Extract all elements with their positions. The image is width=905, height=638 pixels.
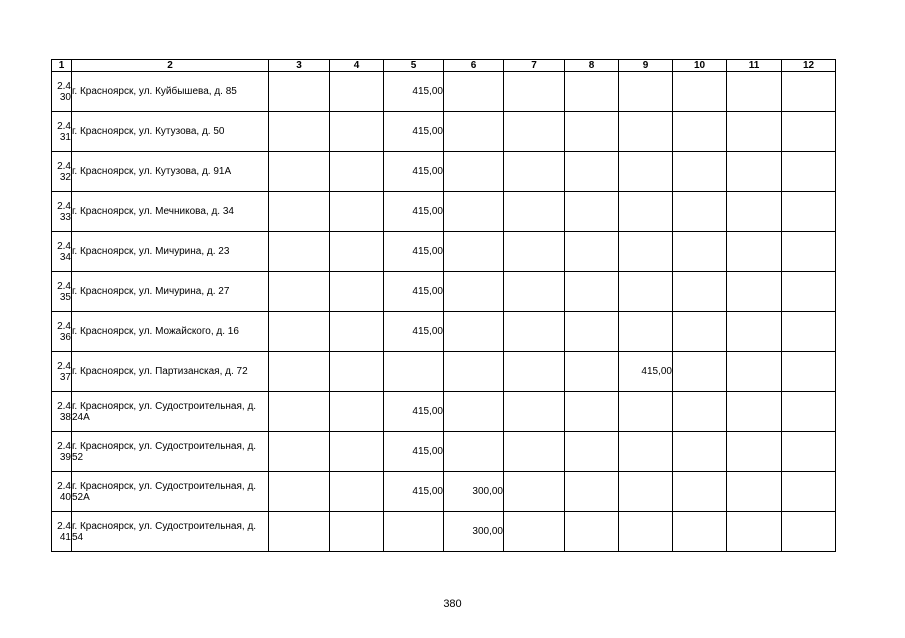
value-cell-col-5: 415,00 [384,192,444,232]
column-header: 9 [619,60,673,72]
value-cell-col-9 [619,392,673,432]
value-cell-col-9 [619,512,673,552]
value-cell-col-11 [727,472,782,512]
value-cell-col-3 [269,352,330,392]
row-number-section: 2.4 [57,240,71,252]
value-cell-col-5: 415,00 [384,72,444,112]
value-cell-col-8 [565,232,619,272]
value-cell-col-4 [330,272,384,312]
table-row [52,232,836,272]
table-row [52,352,836,392]
row-number-index: 32 [59,171,71,183]
row-number-cell [52,312,72,352]
value-cell-col-7 [504,232,565,272]
value-cell-col-9 [619,152,673,192]
row-number-section: 2.4 [57,400,71,412]
row-number-section: 2.4 [57,280,71,292]
value-cell-col-9 [619,112,673,152]
value-cell-col-6 [444,312,504,352]
column-header: 4 [330,60,384,72]
value-cell-col-11 [727,272,782,312]
value-cell-col-3 [269,432,330,472]
table-row [52,192,836,232]
value-cell-col-10 [673,352,727,392]
value-cell-col-12 [782,432,836,472]
row-number-cell [52,112,72,152]
value-cell-col-6 [444,152,504,192]
column-header: 7 [504,60,565,72]
value-cell-col-8 [565,432,619,472]
value-cell-col-5: 415,00 [384,432,444,472]
row-number-index: 38 [59,411,71,423]
value-cell-col-8 [565,192,619,232]
value-cell-col-4 [330,152,384,192]
row-number-cell [52,392,72,432]
value-cell-col-4 [330,192,384,232]
value-cell-col-3 [269,512,330,552]
value-cell-col-6: 300,00 [444,512,504,552]
row-number-cell [52,472,72,512]
table-row [52,472,836,512]
value-cell-col-11 [727,232,782,272]
value-cell-col-7 [504,192,565,232]
table-row [52,272,836,312]
value-cell-col-12 [782,192,836,232]
value-cell-col-10 [673,152,727,192]
column-header: 1 [52,60,72,72]
value-cell-col-7 [504,112,565,152]
row-number-index: 39 [59,451,71,463]
table-row [52,312,836,352]
address-cell: г. Красноярск, ул. Мечникова, д. 34 [72,192,269,232]
value-cell-col-10 [673,192,727,232]
value-cell-col-11 [727,72,782,112]
column-header: 11 [727,60,782,72]
value-cell-col-10 [673,312,727,352]
value-cell-col-8 [565,272,619,312]
row-number-cell [52,152,72,192]
value-cell-col-8 [565,512,619,552]
value-cell-col-9: 415,00 [619,352,673,392]
column-header: 3 [269,60,330,72]
value-cell-col-10 [673,232,727,272]
table-row [52,72,836,112]
row-number-section: 2.4 [57,200,71,212]
value-cell-col-10 [673,392,727,432]
column-header: 6 [444,60,504,72]
row-number-index: 31 [59,131,71,143]
value-cell-col-11 [727,432,782,472]
value-cell-col-12 [782,152,836,192]
value-cell-col-8 [565,152,619,192]
value-cell-col-11 [727,192,782,232]
row-number-index: 37 [59,371,71,383]
row-number-cell [52,432,72,472]
value-cell-col-4 [330,352,384,392]
table-row [52,112,836,152]
value-cell-col-11 [727,312,782,352]
row-number-index: 30 [59,91,71,103]
value-cell-col-3 [269,232,330,272]
value-cell-col-4 [330,432,384,472]
row-number-index: 40 [59,491,71,503]
table-row [52,432,836,472]
value-cell-col-12 [782,392,836,432]
row-number-section: 2.4 [57,360,71,372]
value-cell-col-7 [504,352,565,392]
value-cell-col-6 [444,272,504,312]
address-cell: г. Красноярск, ул. Кутузова, д. 50 [72,112,269,152]
value-cell-col-9 [619,432,673,472]
value-cell-col-8 [565,352,619,392]
value-cell-col-8 [565,312,619,352]
row-number-section: 2.4 [57,480,71,492]
value-cell-col-5: 415,00 [384,112,444,152]
value-cell-col-7 [504,432,565,472]
value-cell-col-10 [673,432,727,472]
value-cell-col-8 [565,112,619,152]
row-number-index: 36 [59,331,71,343]
value-cell-col-8 [565,392,619,432]
value-cell-col-4 [330,112,384,152]
address-cell: г. Красноярск, ул. Мичурина, д. 27 [72,272,269,312]
value-cell-col-6 [444,72,504,112]
row-number-cell [52,72,72,112]
row-number-cell [52,512,72,552]
row-number-section: 2.4 [57,440,71,452]
address-cell: г. Красноярск, ул. Судостроительная, д. 52А [72,472,269,512]
value-cell-col-12 [782,352,836,392]
value-cell-col-8 [565,472,619,512]
row-number-index: 41 [59,531,71,543]
value-cell-col-12 [782,512,836,552]
value-cell-col-10 [673,272,727,312]
row-number-section: 2.4 [57,320,71,332]
row-number-cell [52,352,72,392]
column-header: 8 [565,60,619,72]
value-cell-col-6 [444,232,504,272]
address-cell: г. Красноярск, ул. Судостроительная, д. 54 [72,512,269,552]
value-cell-col-4 [330,512,384,552]
value-cell-col-9 [619,312,673,352]
value-cell-col-7 [504,392,565,432]
address-cell: г. Красноярск, ул. Можайского, д. 16 [72,312,269,352]
value-cell-col-4 [330,472,384,512]
value-cell-col-6 [444,112,504,152]
value-cell-col-10 [673,72,727,112]
value-cell-col-11 [727,512,782,552]
value-cell-col-3 [269,392,330,432]
column-header: 10 [673,60,727,72]
value-cell-col-3 [269,72,330,112]
value-cell-col-11 [727,352,782,392]
row-number-index: 33 [59,211,71,223]
value-cell-col-10 [673,472,727,512]
value-cell-col-12 [782,312,836,352]
column-header: 2 [72,60,269,72]
value-cell-col-9 [619,272,673,312]
row-number-cell [52,272,72,312]
value-cell-col-11 [727,152,782,192]
value-cell-col-7 [504,272,565,312]
address-table [51,59,836,552]
value-cell-col-6: 300,00 [444,472,504,512]
table-body [52,72,836,552]
value-cell-col-7 [504,72,565,112]
row-number-cell [52,192,72,232]
page-number: 380 [443,598,462,610]
value-cell-col-12 [782,112,836,152]
value-cell-col-5 [384,512,444,552]
row-number-index: 35 [59,291,71,303]
value-cell-col-10 [673,512,727,552]
row-number-section: 2.4 [57,160,71,172]
address-cell: г. Красноярск, ул. Кутузова, д. 91А [72,152,269,192]
value-cell-col-3 [269,192,330,232]
column-header: 5 [384,60,444,72]
value-cell-col-5: 415,00 [384,472,444,512]
value-cell-col-6 [444,432,504,472]
address-cell: г. Красноярск, ул. Судостроительная, д. 52 [72,432,269,472]
value-cell-col-7 [504,152,565,192]
value-cell-col-7 [504,512,565,552]
row-number-section: 2.4 [57,80,71,92]
value-cell-col-12 [782,272,836,312]
value-cell-col-9 [619,192,673,232]
value-cell-col-3 [269,472,330,512]
value-cell-col-3 [269,112,330,152]
value-cell-col-11 [727,392,782,432]
table-row [52,512,836,552]
table-row [52,152,836,192]
value-cell-col-7 [504,472,565,512]
value-cell-col-3 [269,272,330,312]
value-cell-col-9 [619,232,673,272]
value-cell-col-5 [384,352,444,392]
row-number-section: 2.4 [57,120,71,132]
value-cell-col-12 [782,232,836,272]
value-cell-col-10 [673,112,727,152]
value-cell-col-3 [269,152,330,192]
value-cell-col-12 [782,472,836,512]
value-cell-col-9 [619,72,673,112]
value-cell-col-4 [330,312,384,352]
row-number-index: 34 [59,251,71,263]
value-cell-col-5: 415,00 [384,272,444,312]
header-row [52,60,836,72]
value-cell-col-5: 415,00 [384,152,444,192]
value-cell-col-7 [504,312,565,352]
value-cell-col-4 [330,232,384,272]
row-number-cell [52,232,72,272]
value-cell-col-8 [565,72,619,112]
value-cell-col-3 [269,312,330,352]
value-cell-col-6 [444,392,504,432]
column-header: 12 [782,60,836,72]
value-cell-col-4 [330,392,384,432]
value-cell-col-6 [444,192,504,232]
address-cell: г. Красноярск, ул. Партизанская, д. 72 [72,352,269,392]
address-cell: г. Красноярск, ул. Мичурина, д. 23 [72,232,269,272]
value-cell-col-11 [727,112,782,152]
row-number-section: 2.4 [57,520,71,532]
address-cell: г. Красноярск, ул. Судостроительная, д. 24А [72,392,269,432]
address-cell: г. Красноярск, ул. Куйбышева, д. 85 [72,72,269,112]
value-cell-col-6 [444,352,504,392]
value-cell-col-5: 415,00 [384,232,444,272]
value-cell-col-5: 415,00 [384,392,444,432]
value-cell-col-12 [782,72,836,112]
value-cell-col-4 [330,72,384,112]
value-cell-col-5: 415,00 [384,312,444,352]
value-cell-col-9 [619,472,673,512]
table-row [52,392,836,432]
